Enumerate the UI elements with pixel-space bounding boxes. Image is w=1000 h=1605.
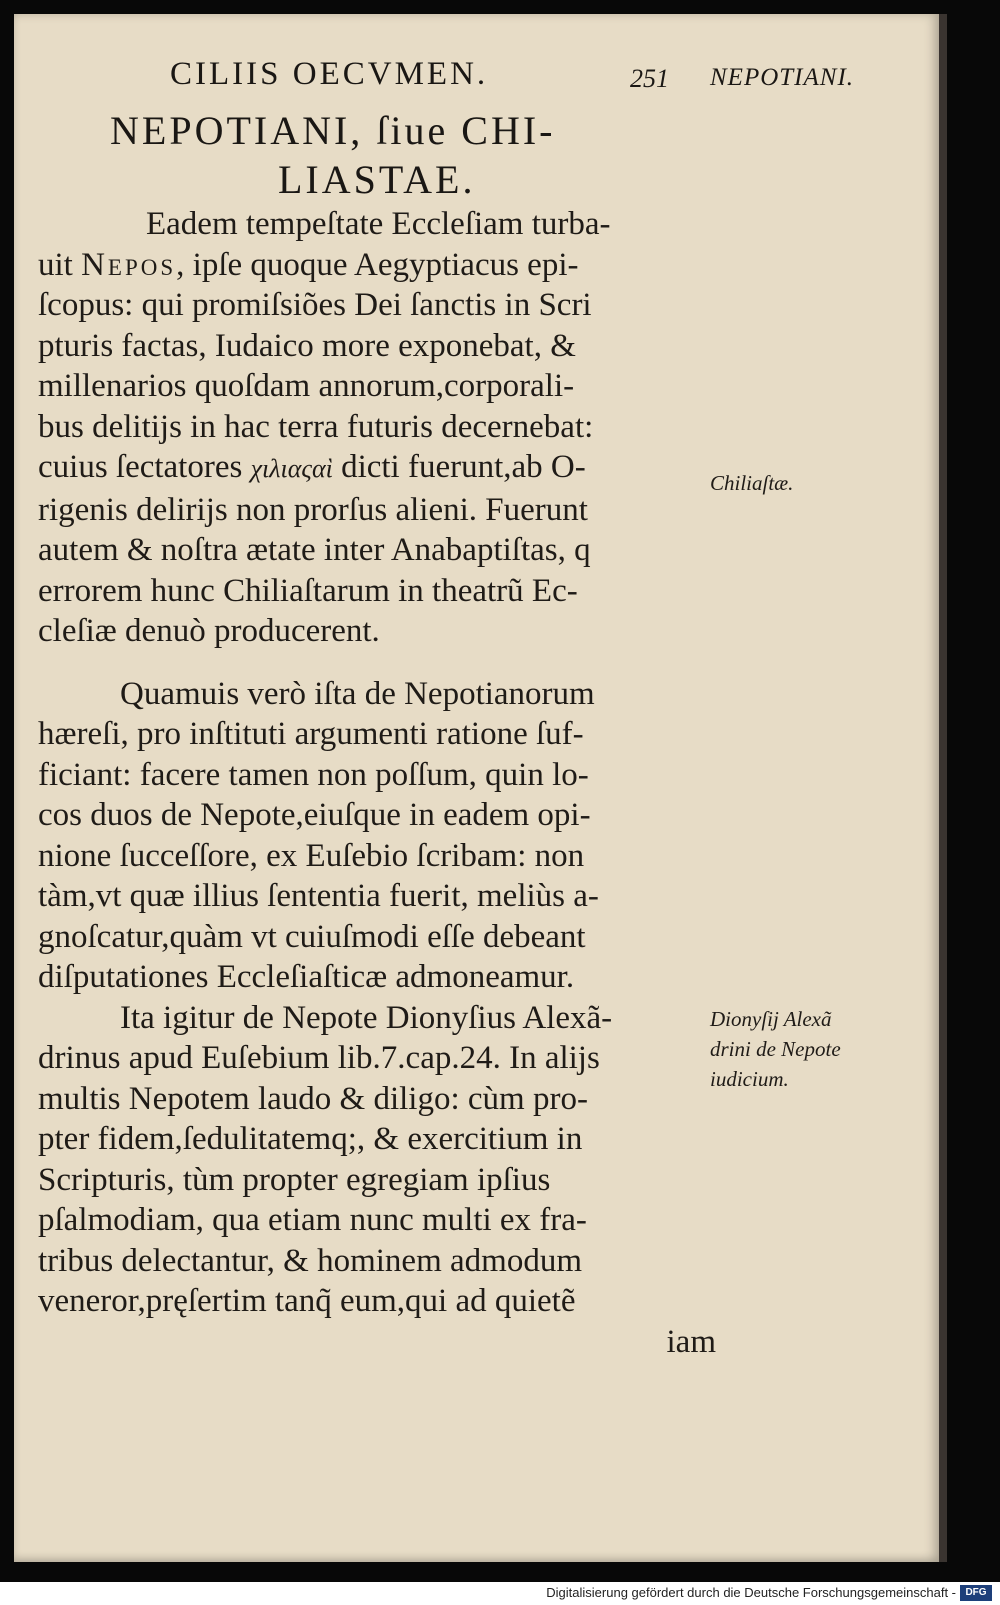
chapter-title bbox=[110, 106, 670, 204]
running-head bbox=[14, 56, 939, 100]
margin-note-line: iudicium. bbox=[710, 1067, 789, 1091]
margin-note-line: Dionyſij Alexã bbox=[710, 1007, 832, 1031]
dfg-logo: DFG bbox=[960, 1585, 992, 1601]
text-line: errorem hunc Chiliaſtarum in theatrũ Ec- bbox=[38, 572, 578, 609]
page-number: 251 bbox=[630, 64, 669, 93]
name-nepos: Nepos bbox=[81, 246, 177, 283]
text-line: tribus delectantur, & hominem admodum bbox=[38, 1242, 582, 1279]
text-line: millenarios quoſdam annorum,corporali- bbox=[38, 368, 575, 404]
text-line: ſcopus: qui promiſsiões Dei ſanctis in Scri bbox=[38, 287, 592, 323]
margin-note-text: Chiliaſtæ. bbox=[710, 471, 794, 495]
footer-bar bbox=[0, 1582, 1000, 1605]
margin-note-dionysius bbox=[710, 1004, 841, 1094]
text-line: Scripturis, tùm propter egregiam ipſius bbox=[38, 1161, 551, 1198]
text-line: cos duos de Nepote,eiuſque in eadem opi- bbox=[38, 797, 591, 833]
text-line: Eadem tempeſtate Eccleſiam turba- bbox=[146, 206, 611, 242]
text-line: drinus apud Euſebium lib.7.cap.24. In alijs bbox=[38, 1040, 600, 1076]
body-text bbox=[38, 204, 716, 1362]
text-run: dicti fuerunt,ab O- bbox=[332, 449, 586, 485]
chapter-title-line-1: NEPOTIANI, ſiue CHI- bbox=[110, 108, 556, 153]
text-line: pturis factas, Iudaico more exponebat, & bbox=[38, 327, 576, 364]
text-line: diſputationes Eccleſiaſticæ admoneamur. bbox=[38, 959, 575, 995]
text-line: rigenis delirijs non prorſus alieni. Fuerunt bbox=[38, 491, 588, 528]
text-run: uit bbox=[38, 246, 82, 283]
text-line: tàm,vt quæ illius ſententia fuerit, meliùs a- bbox=[38, 878, 599, 914]
text-line: cleſiæ denuò producerent. bbox=[38, 613, 380, 649]
text-line: pter fidem,ſedulitatemq;, & exercitium in bbox=[38, 1121, 583, 1157]
text-line: autem & noſtra ætate inter Anabaptiſtas, q bbox=[38, 532, 591, 568]
text-line: Quamuis verò iſta de Nepotianorum bbox=[120, 675, 595, 712]
text-line bbox=[38, 447, 716, 490]
paragraph-gap bbox=[38, 652, 716, 674]
funding-notice: Digitalisierung gefördert durch die Deutsche Forschungsgemeinschaft - bbox=[546, 1585, 956, 1600]
text-line: pſalmodiam, qua etiam nunc multi ex fra- bbox=[38, 1202, 587, 1238]
text-line: ficiant: facere tamen non poſſum, quin lo- bbox=[38, 756, 589, 793]
greek-word: χιλιαςαὶ bbox=[250, 454, 333, 483]
running-head-left: CILIIS OECVMEN. bbox=[170, 56, 489, 92]
page-edge bbox=[939, 14, 947, 1562]
text-line bbox=[38, 245, 716, 286]
text-line: veneror,pręſertim tanq̃ eum,qui ad quietẽ bbox=[38, 1283, 576, 1319]
text-line: hæreſi, pro inſtituti argumenti ratione ſuf- bbox=[38, 716, 584, 752]
text-line: bus delitijs in hac terra futuris decernebat: bbox=[38, 408, 594, 445]
catchword: iam bbox=[666, 1323, 716, 1360]
book-page bbox=[14, 14, 939, 1562]
text-line: nione ſucceſſore, ex Euſebio ſcribam: non bbox=[38, 837, 585, 874]
margin-note-chiliastae bbox=[710, 468, 793, 498]
text-line: gnoſcatur,quàm vt cuiuſmodi eſſe debeant bbox=[38, 918, 586, 955]
margin-note-line: drini de Nepote bbox=[710, 1037, 841, 1061]
text-run: , ipſe quoque Aegyptiacus epi- bbox=[176, 246, 579, 283]
text-line: multis Nepotem laudo & diligo: cùm pro- bbox=[38, 1080, 588, 1117]
text-run: cuius ſectatores bbox=[38, 449, 251, 485]
text-line: Ita igitur de Nepote Dionyſius Alexã- bbox=[120, 999, 613, 1036]
chapter-title-line-2: LIASTAE. bbox=[278, 157, 476, 202]
running-head-right: NEPOTIANI. bbox=[710, 64, 855, 91]
